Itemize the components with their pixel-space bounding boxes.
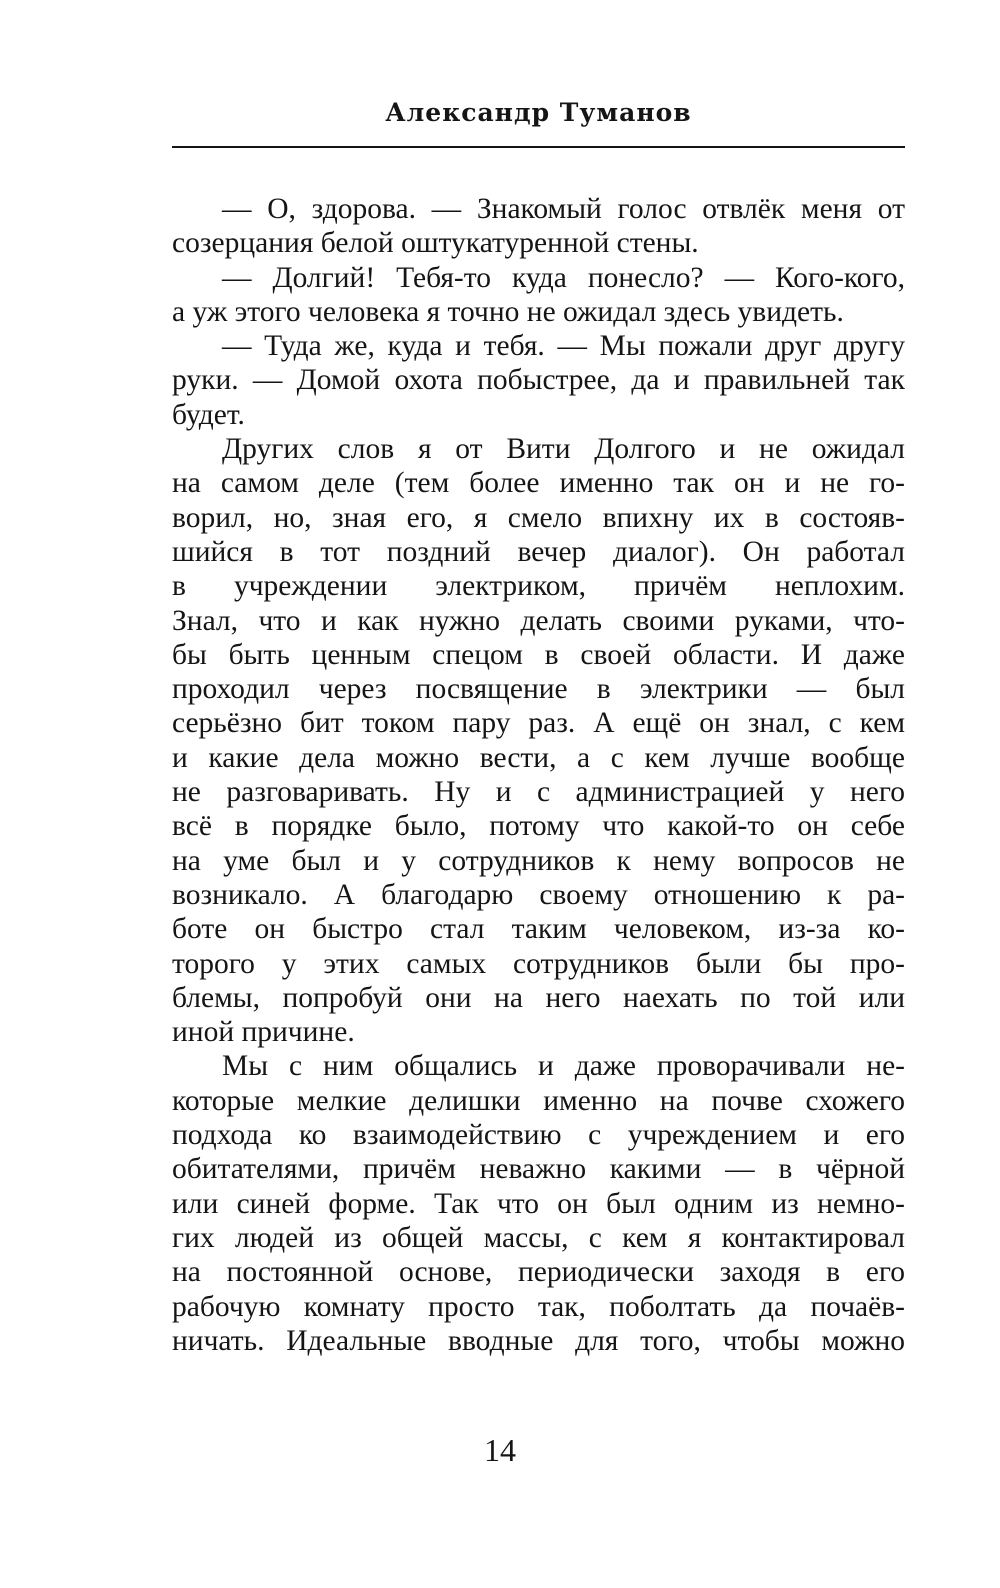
text-line: проходил через посвящение в электрики — был [172,673,905,706]
text-line: которые мелкие делишки именно на почве схожего [172,1084,905,1117]
text-line: рабочую комнату просто так, поболтать да почаёв- [172,1290,905,1323]
text-line: на уме был и у сотрудников к нему вопросов не [172,844,905,877]
text-line: а уж этого человека я точно не ожидал здесь увидеть. [172,295,844,328]
text-line: серьёзно бит током пару раз. А ещё он знал, с кем [172,707,905,740]
text-line: возникало. А благодарю своему отношению к ра- [172,878,905,911]
text-line: руки. — Домой охота побыстрее, да и правильней так [172,364,905,397]
text-line: всё в порядке было, потому что какой-то он себе [172,810,905,843]
text-line: ничать. Идеальные вводные для того, чтобы можно [172,1324,905,1357]
text-line: Мы с ним общались и даже проворачивали не- [222,1050,905,1083]
text-line: Знал, что и как нужно делать своими руками, что- [172,604,905,637]
text-line: торого у этих самых сотрудников были бы про- [172,947,905,980]
text-line: в учреждении электриком, причём неплохим. [172,570,905,603]
header-rule [172,146,905,148]
text-line: или синей форме. Так что он был одним из немно- [172,1187,905,1220]
text-line: обитателями, причём неважно какими — в чёрной [172,1153,905,1186]
text-line: будет. [172,398,245,431]
text-line: бы быть ценным спецом в своей области. И даже [172,638,905,671]
text-line: Других слов я от Вити Долгого и не ожидал [222,433,905,466]
text-line: на постоянной основе, периодически заходя в его [172,1256,905,1289]
text-line: иной причине. [172,1016,355,1049]
page-number: 14 [484,1432,516,1468]
text-line: не разговаривать. Ну и с администрацией у него [172,776,905,809]
text-line: гих людей из общей массы, с кем я контактировал [172,1221,905,1254]
text-line: на самом деле (тем более именно так он и не го- [172,467,905,500]
text-line: шийся в тот поздний вечер диалог). Он работал [172,535,905,568]
page-body-text [172,192,905,1358]
text-line: — Долгий! Тебя-то куда понесло? — Кого-кого, [222,261,905,294]
text-line: боте он быстро стал таким человеком, из-за ко- [172,913,905,946]
text-line: созерцания белой оштукатуренной стены. [172,227,699,260]
text-line: и какие дела можно вести, а с кем лучше вообще [172,741,905,774]
text-line: — Туда же, куда и тебя. — Мы пожали друг другу [222,330,905,363]
text-line: — О, здорова. — Знакомый голос отвлёк меня от [222,193,905,225]
text-line: подхода ко взаимодействию с учреждением и его [172,1119,905,1152]
text-line: блемы, попробуй они на него наехать по той или [172,981,905,1014]
text-line: ворил, но, зная его, я смело впихну их в состояв- [172,501,905,534]
running-header-author: Александр Туманов [385,98,692,127]
